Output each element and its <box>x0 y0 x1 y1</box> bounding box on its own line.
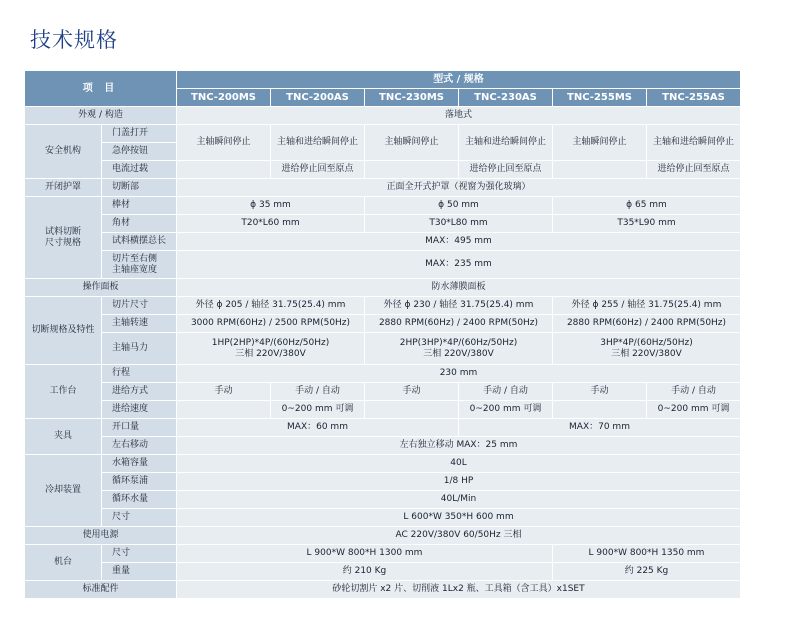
row-category: 工作台 <box>25 365 102 419</box>
table-row <box>25 161 741 179</box>
cell-value: MAX：495 mm <box>177 233 741 251</box>
table-row <box>25 125 741 143</box>
row-label: 电流过载 <box>102 161 177 179</box>
row-label: 进给速度 <box>102 401 177 419</box>
row-label: 循环泵浦 <box>102 473 177 491</box>
cell-value: 40L <box>177 455 741 473</box>
table-row <box>25 107 741 125</box>
cell-value: L 600*W 350*H 600 mm <box>177 509 741 527</box>
row-label: 切片尺寸 <box>102 297 177 315</box>
cell-value: 外径 ϕ 205 / 轴径 31.75(25.4) mm <box>177 297 365 315</box>
spec-table <box>24 70 741 599</box>
cell-value: 主轴瞬间停止 <box>365 125 459 161</box>
model-header: TNC-200MS <box>177 89 271 107</box>
model-header: TNC-255AS <box>647 89 741 107</box>
row-label: 行程 <box>102 365 177 383</box>
cell-value: 手动 <box>553 383 647 401</box>
row-label: 循环水量 <box>102 491 177 509</box>
row-label: 切片至右侧 主轴座宽度 <box>102 251 177 279</box>
cell-value: 外径 ϕ 255 / 轴径 31.75(25.4) mm <box>553 297 741 315</box>
cell-value: 0~200 mm 可调 <box>647 401 741 419</box>
row-label: 使用电源 <box>25 527 177 545</box>
row-category: 试料切断 尺寸规格 <box>25 197 102 279</box>
cell-value: 0~200 mm 可调 <box>459 401 553 419</box>
cell-value: T30*L80 mm <box>365 215 553 233</box>
row-label: 主轴转速 <box>102 315 177 333</box>
cell-value: L 900*W 800*H 1350 mm <box>553 545 741 563</box>
cell-value: MAX：235 mm <box>177 251 741 279</box>
row-label: 试料横摆总长 <box>102 233 177 251</box>
table-row <box>25 365 741 383</box>
row-label: 尺寸 <box>102 545 177 563</box>
table-row <box>25 179 741 197</box>
cell-value: T20*L60 mm <box>177 215 365 233</box>
table-row <box>25 509 741 527</box>
table-row <box>25 279 741 297</box>
cell-value: 40L/Min <box>177 491 741 509</box>
cell-value: 0~200 mm 可调 <box>271 401 365 419</box>
cell-value: 主轴瞬间停止 <box>177 125 271 161</box>
cell-value: 防水薄膜面板 <box>177 279 741 297</box>
cell-value: 2HP(3HP)*4P/(60Hz/50Hz) 三相 220V/380V <box>365 333 553 365</box>
cell-value: 主轴和进给瞬间停止 <box>647 125 741 161</box>
cell-value: 2880 RPM(60Hz) / 2400 RPM(50Hz) <box>553 315 741 333</box>
cell-value: ϕ 65 mm <box>553 197 741 215</box>
row-label: 角材 <box>102 215 177 233</box>
cell-value: AC 220V/380V 60/50Hz 三相 <box>177 527 741 545</box>
cell-value: 3HP*4P/(60Hz/50Hz) 三相 220V/380V <box>553 333 741 365</box>
cell-value: L 900*W 800*H 1300 mm <box>177 545 553 563</box>
cell-value: 约 225 Kg <box>553 563 741 581</box>
table-row <box>25 563 741 581</box>
header-row <box>25 71 741 89</box>
row-label: 门盖打开 <box>102 125 177 143</box>
row-label: 重量 <box>102 563 177 581</box>
table-row <box>25 455 741 473</box>
empty-cell <box>553 401 647 419</box>
empty-cell <box>365 401 459 419</box>
cell-value: 手动 <box>365 383 459 401</box>
row-label: 急停按钮 <box>102 143 177 161</box>
row-category: 开闭护罩 <box>25 179 102 197</box>
cell-value: MAX：70 mm <box>459 419 741 437</box>
cell-value: 主轴瞬间停止 <box>553 125 647 161</box>
row-label: 尺寸 <box>102 509 177 527</box>
table-row <box>25 527 741 545</box>
page-title: 技术规格 <box>30 28 118 52</box>
row-label: 水箱容量 <box>102 455 177 473</box>
table-row <box>25 197 741 215</box>
header-group-label: 型式 / 规格 <box>177 71 741 89</box>
row-label: 左右移动 <box>102 437 177 455</box>
cell-value: 正面全开式护罩（视窗为强化玻璃） <box>177 179 741 197</box>
cell-value: 落地式 <box>177 107 741 125</box>
table-row <box>25 473 741 491</box>
table-row <box>25 545 741 563</box>
empty-cell <box>177 401 271 419</box>
cell-value: 1/8 HP <box>177 473 741 491</box>
row-label: 进给方式 <box>102 383 177 401</box>
empty-cell <box>365 161 459 179</box>
table-row <box>25 297 741 315</box>
table-row <box>25 333 741 365</box>
table-row <box>25 437 741 455</box>
table-row <box>25 251 741 279</box>
header-item-label: 项 目 <box>25 71 177 107</box>
cell-value: 外径 ϕ 230 / 轴径 31.75(25.4) mm <box>365 297 553 315</box>
cell-value: 主轴和进给瞬间停止 <box>271 125 365 161</box>
cell-value: 2880 RPM(60Hz) / 2400 RPM(50Hz) <box>365 315 553 333</box>
row-category: 机台 <box>25 545 102 581</box>
cell-value: T35*L90 mm <box>553 215 741 233</box>
empty-cell <box>553 161 647 179</box>
model-header: TNC-230MS <box>365 89 459 107</box>
row-label: 切断部 <box>102 179 177 197</box>
table-row <box>25 315 741 333</box>
row-category: 夹具 <box>25 419 102 455</box>
cell-value: 进给停止回至原点 <box>647 161 741 179</box>
cell-value: 手动 / 自动 <box>271 383 365 401</box>
table-row <box>25 419 741 437</box>
row-label: 开口量 <box>102 419 177 437</box>
row-category: 冷却装置 <box>25 455 102 527</box>
cell-value: 进给停止回至原点 <box>271 161 365 179</box>
row-label: 棒材 <box>102 197 177 215</box>
row-category: 切断规格及特性 <box>25 297 102 365</box>
cell-value: 手动 <box>177 383 271 401</box>
row-label: 外观 / 构造 <box>25 107 177 125</box>
cell-value: 手动 / 自动 <box>647 383 741 401</box>
cell-value: 进给停止回至原点 <box>459 161 553 179</box>
cell-value: ϕ 35 mm <box>177 197 365 215</box>
table-row <box>25 491 741 509</box>
empty-cell <box>177 161 271 179</box>
row-category: 安全机构 <box>25 125 102 179</box>
cell-value: 3000 RPM(60Hz) / 2500 RPM(50Hz) <box>177 315 365 333</box>
cell-value: 砂轮切割片 x2 片、切削液 1Lx2 瓶、工具箱（含工具）x1SET <box>177 581 741 599</box>
cell-value: 230 mm <box>177 365 741 383</box>
cell-value: 左右独立移动 MAX：25 mm <box>177 437 741 455</box>
table-row <box>25 215 741 233</box>
cell-value: 约 210 Kg <box>177 563 553 581</box>
table-row <box>25 401 741 419</box>
table-row <box>25 383 741 401</box>
cell-value: 手动 / 自动 <box>459 383 553 401</box>
cell-value: 主轴和进给瞬间停止 <box>459 125 553 161</box>
row-label: 标准配件 <box>25 581 177 599</box>
table-row <box>25 233 741 251</box>
model-header: TNC-255MS <box>553 89 647 107</box>
table-row <box>25 581 741 599</box>
cell-value: 1HP(2HP)*4P/(60Hz/50Hz) 三相 220V/380V <box>177 333 365 365</box>
row-label: 主轴马力 <box>102 333 177 365</box>
row-label: 操作面板 <box>25 279 177 297</box>
model-header: TNC-230AS <box>459 89 553 107</box>
cell-value: ϕ 50 mm <box>365 197 553 215</box>
model-header: TNC-200AS <box>271 89 365 107</box>
cell-value: MAX：60 mm <box>177 419 459 437</box>
